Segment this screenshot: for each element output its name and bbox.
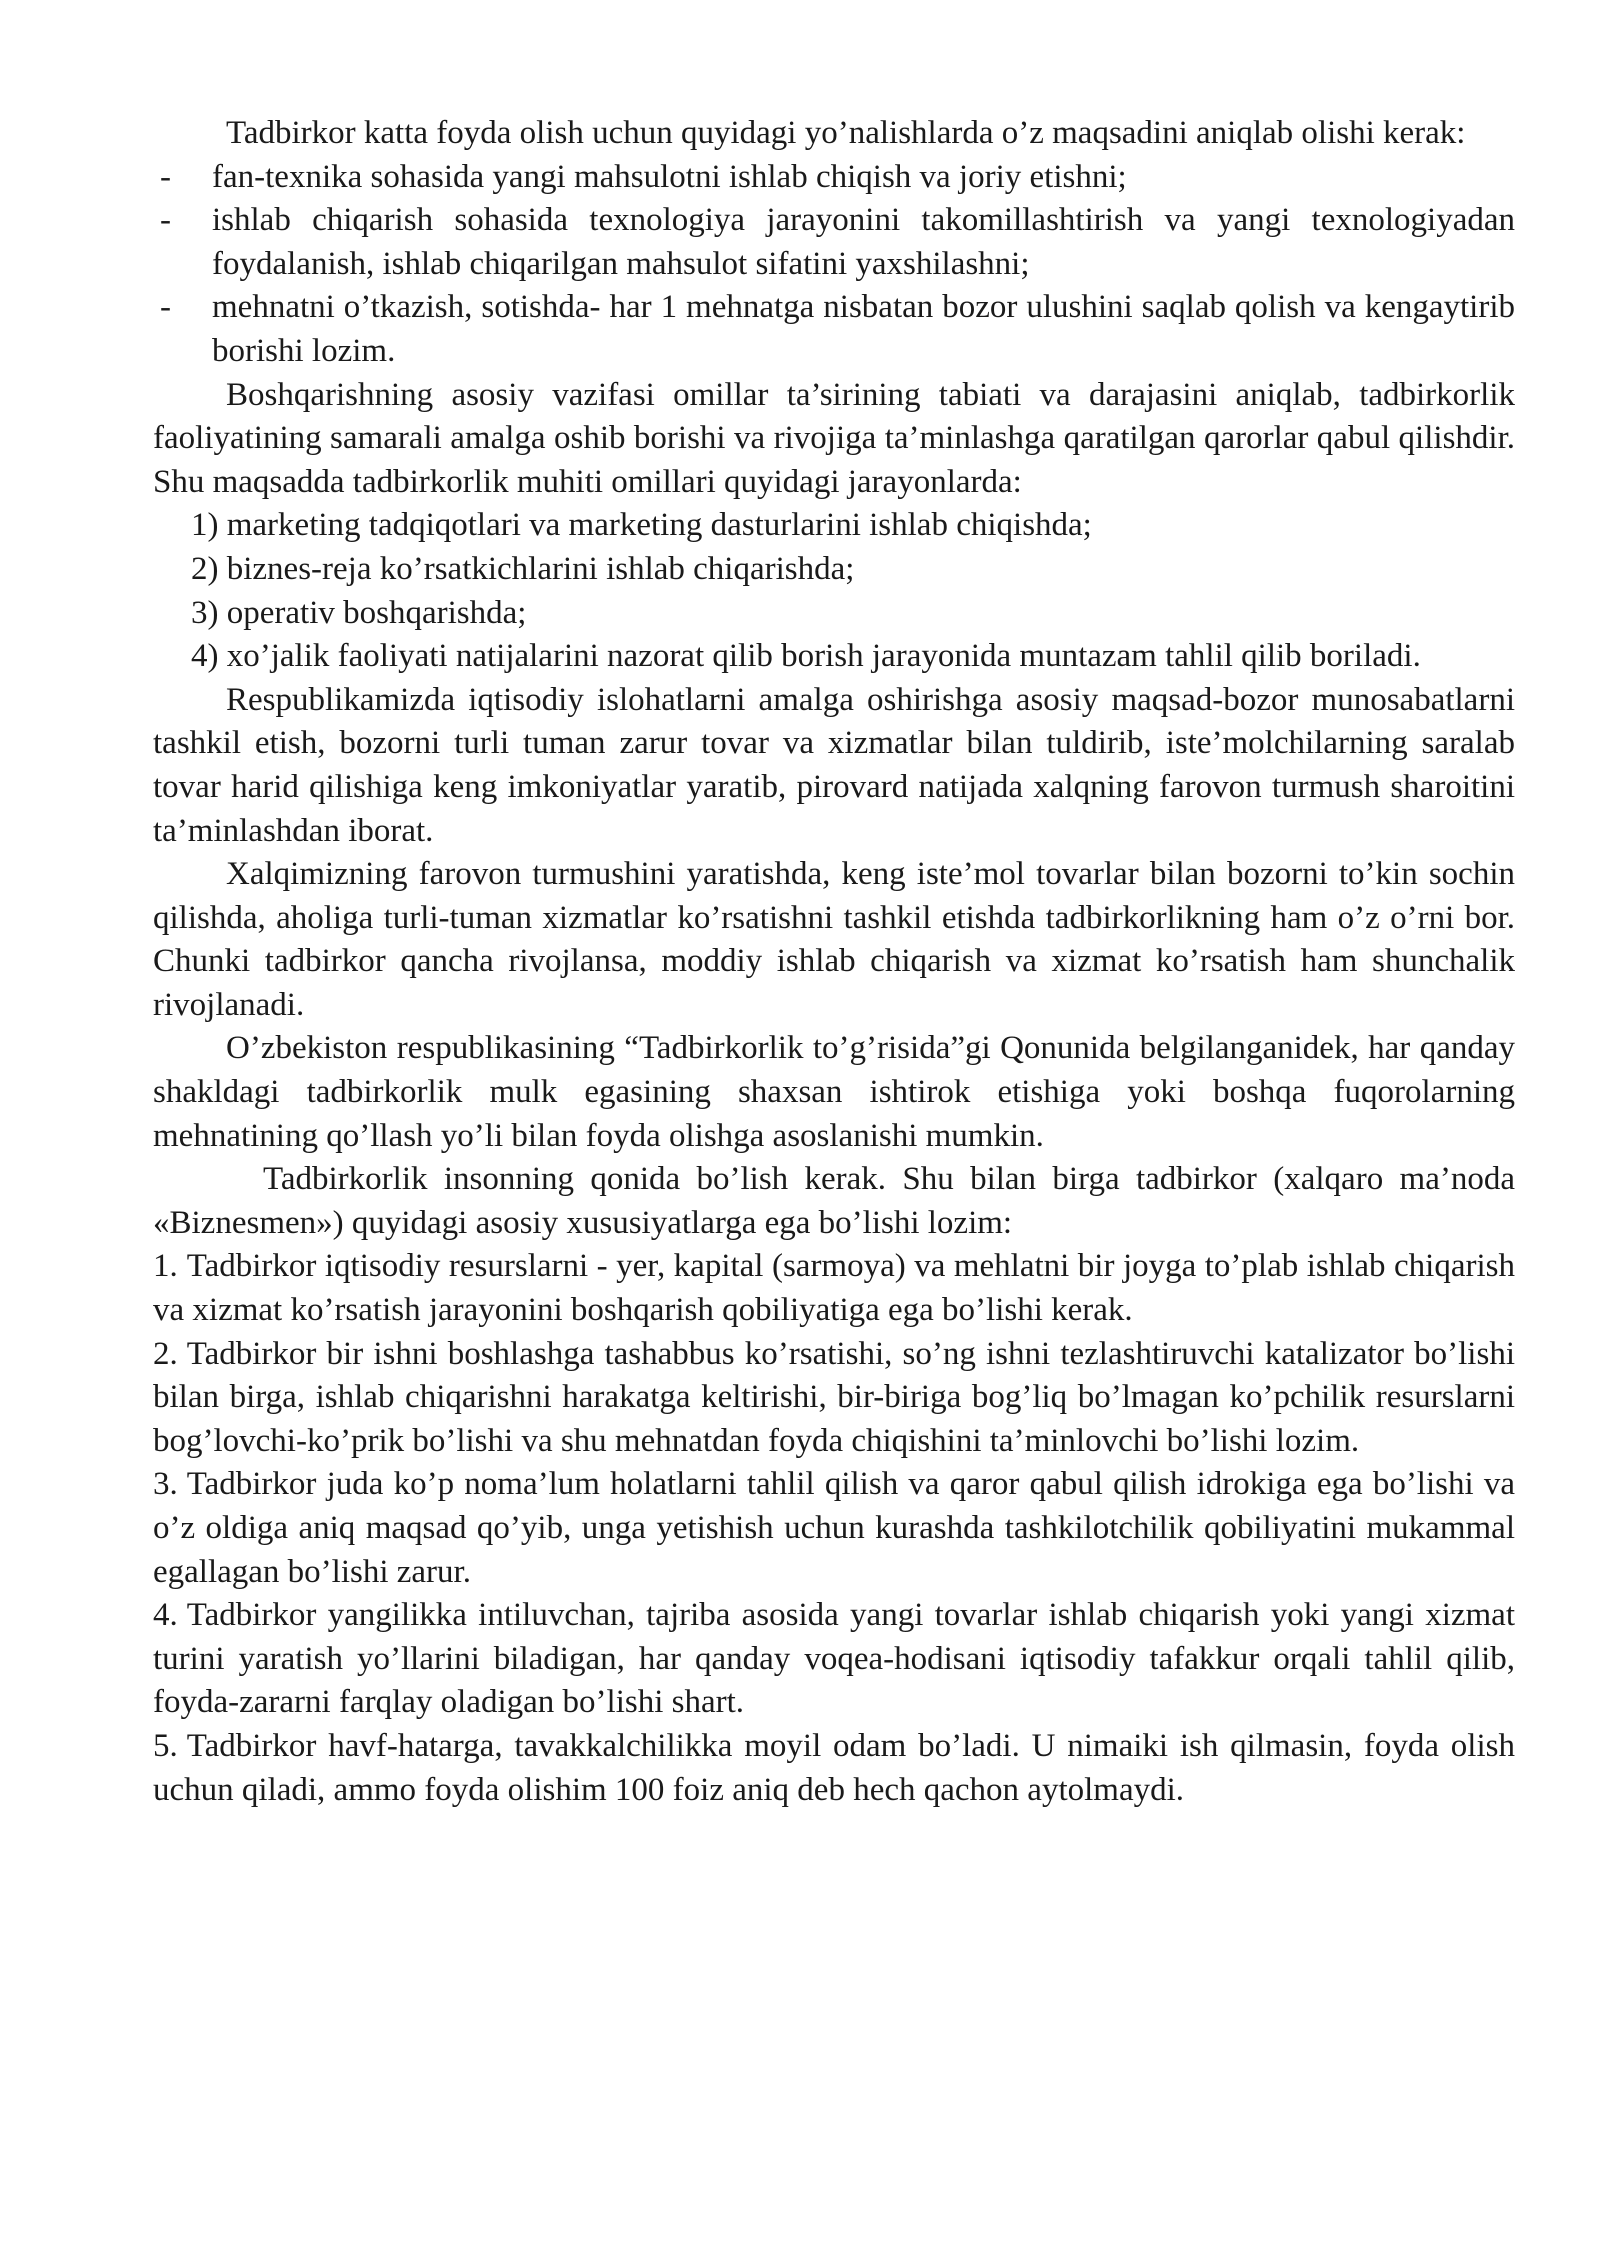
trait-number: 3. xyxy=(153,1466,178,1503)
process-item: 1) marketing tadqiqotlari va marketing dasturlarini ishlab chiqishda; xyxy=(191,507,1092,544)
trait-text: Tadbirkor havf-hatarga, tavakkalchilikka moyil odam bo’ladi. U nimaiki ish qilmasin, foyda olish uchun qiladi, ammo foyda olishim 100 foiz aniq deb hech qachon aytolmaydi. xyxy=(153,1727,1515,1808)
list-item xyxy=(153,286,1515,373)
management-paragraph: Boshqarishning asosiy vazifasi omillar ta’sirining tabiati va darajasini aniqlab, tadbirkorlik faoliyatining samarali amalga oshib borishi va rivojiga ta’minlashga qaratilgan qarorlar qabul qilishdir. Shu maqsadda tadbirkorlik muhiti omillari quyidagi jarayonlarda: xyxy=(153,376,1515,500)
trait-text: Tadbirkor bir ishni boshlashga tashabbus ko’rsatishi, so’ng ishni tezlashtiruvchi katalizator bo’lishi bilan birga, ishlab chiqarishni harakatga keltirishi, bir-biriga bog’liq bo’lmagan ko’pchilik resurslarni bog’lovchi-ko’prik bo’lishi va shu mehnatdan foyda chiqishini ta’minlovchi bo’lishi lozim. xyxy=(153,1335,1515,1459)
list-item xyxy=(153,199,1515,286)
trait-item xyxy=(153,1245,1515,1332)
blood-paragraph: Tadbirkorlik insonning qonida bo’lish kerak. Shu bilan birga tadbirkor (xalqaro ma’noda «Biznesmen») quyidagi asosiy xususiyatlarga ega bo’lishi lozim: xyxy=(153,1161,1515,1241)
republic-paragraph: Respublikamizda iqtisodiy islohatlarni amalga oshirishga asosiy maqsad-bozor munosabatlarni tashkil etish, bozorni turli tuman zarur tovar va xizmatlar bilan tuldirib, iste’molchilarning saralab tovar harid qilishiga keng imkoniyatlar yaratib, pirovard natijada xalqning farovon turmush sharoitini ta’minlashdan iborat. xyxy=(153,681,1515,849)
trait-item xyxy=(153,1725,1515,1812)
list-item-text: mehnatni o’tkazish, sotishda- har 1 mehnatga nisbatan bozor ulushini saqlab qolish va kengaytirib borishi lozim. xyxy=(212,289,1515,369)
process-item: 3) operativ boshqarishda; xyxy=(191,594,527,631)
trait-text: Tadbirkor yangilikka intiluvchan, tajriba asosida yangi tovarlar ishlab chiqarish yoki yangi xizmat turini yaratish yo’llarini biladigan, har qanday voqea-hodisani iqtisodiy tafakkur orqali tahlil qilib, foyda-zararni farqlay oladigan bo’lishi shart. xyxy=(153,1597,1515,1721)
dash-bullet: - xyxy=(160,202,171,239)
list-item-text: ishlab chiqarish sohasida texnologiya jarayonini takomillashtirish va yangi texnologiyadan foydalanish, ishlab chiqarilgan mahsulot sifatini yaxshilashni; xyxy=(212,202,1515,282)
welfare-paragraph: Xalqimizning farovon turmushini yaratishda, keng iste’mol tovarlar bilan bozorni to’kin sochin qilishda, aholiga turli-tuman xizmatlar ko’rsatishni tashkil etishda tadbirkorlikning ham o’z o’rni bor. Chunki tadbirkor qancha rivojlansa, moddiy ishlab chiqarish va xizmat ko’rsatish ham shunchalik rivojlanadi. xyxy=(153,856,1515,1023)
trait-number: 1. xyxy=(153,1248,178,1285)
trait-text: Tadbirkor juda ko’p noma’lum holatlarni tahlil qilish va qaror qabul qilish idrokiga ega bo’lishi va o’z oldiga aniq maqsad qo’yib, unga yetishish uchun kurashda tashkilotchilik qobiliyatini mukammal egallagan bo’lishi zarur. xyxy=(153,1466,1515,1590)
goals-list xyxy=(153,156,1515,374)
list-item-text: fan-texnika sohasida yangi mahsulotni ishlab chiqish va joriy etishni; xyxy=(212,158,1127,195)
trait-item xyxy=(153,1594,1515,1725)
trait-number: 2. xyxy=(153,1335,178,1372)
dash-bullet: - xyxy=(160,158,171,195)
trait-text: Tadbirkor iqtisodiy resurslarni - yer, kapital (sarmoya) va mehlatni bir joyga to’plab ishlab chiqarish va xizmat ko’rsatish jarayonini boshqarish qobiliyatiga ega bo’lishi kerak. xyxy=(153,1248,1515,1329)
process-item: 2) biznes-reja ko’rsatkichlarini ishlab chiqarishda; xyxy=(191,550,855,587)
trait-item xyxy=(153,1463,1515,1594)
trait-item xyxy=(153,1333,1515,1464)
trait-number: 4. xyxy=(153,1597,178,1634)
document-page xyxy=(153,112,1515,1812)
dash-bullet: - xyxy=(160,289,171,326)
process-item: 4) xo’jalik faoliyati natijalarini nazorat qilib borish jarayonida muntazam tahlil qilib boriladi. xyxy=(191,638,1421,675)
trait-number: 5. xyxy=(153,1727,178,1764)
intro-paragraph: Tadbirkor katta foyda olish uchun quyidagi yo’nalishlarda o’z maqsadini aniqlab olishi kerak: xyxy=(226,115,1466,151)
law-paragraph: O’zbekiston respublikasining “Tadbirkorlik to’g’risida”gi Qonunida belgilanganidek, har qanday shakldagi tadbirkorlik mulk egasining shaxsan ishtirok etishiga yoki boshqa fuqorolarning mehnatining qo’llash yo’li bilan foyda olishga asoslanishi mumkin. xyxy=(153,1030,1515,1154)
list-item xyxy=(153,156,1515,200)
